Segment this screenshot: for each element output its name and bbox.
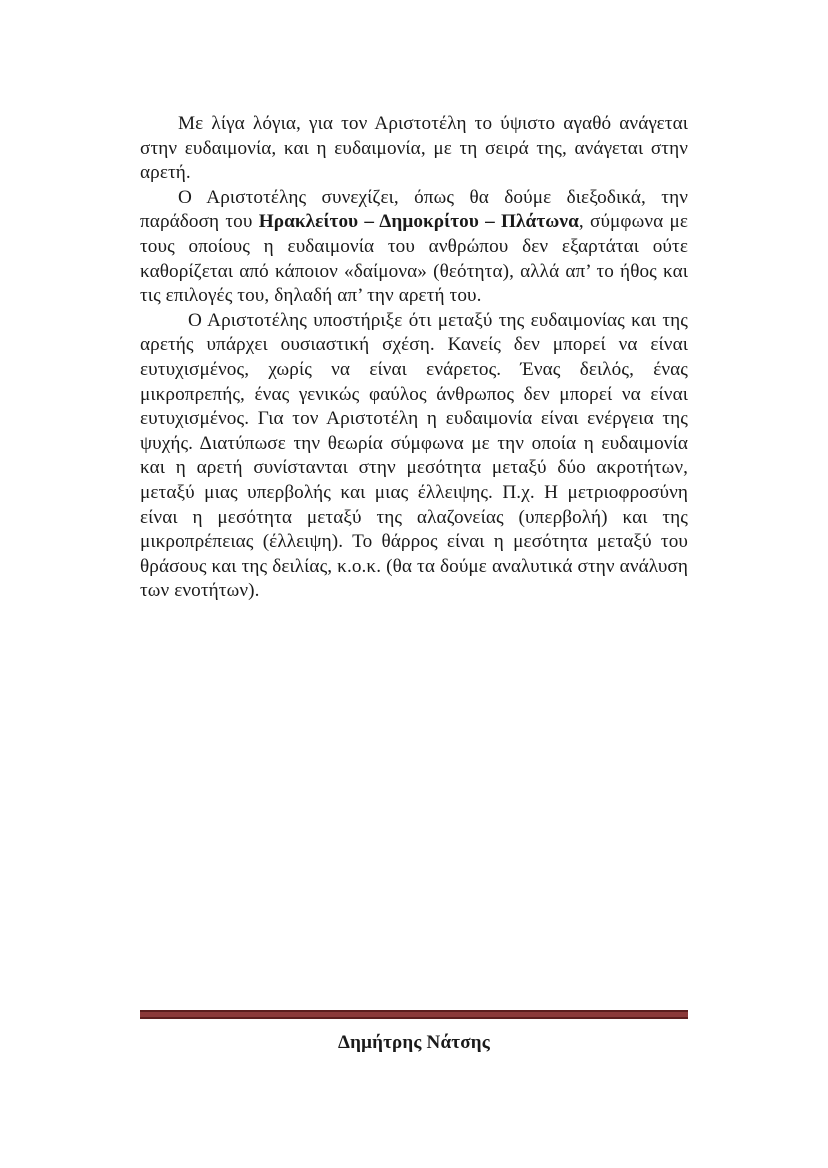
footer-author-name: Δημήτρης Νάτσης xyxy=(338,1032,490,1053)
philosophers-emphasis: Ηρακλείτου – Δημοκρίτου – Πλάτωνα xyxy=(258,211,579,233)
paragraph-2-text-lead: Ο Αριστοτέλης συνεχίζει, όπως θα δούμε διεξοδικά, την παράδοση του xyxy=(140,186,688,233)
footer-divider-rule xyxy=(140,1010,688,1019)
paragraph-3 xyxy=(140,309,688,604)
paragraph-3-text: Ο Αριστοτέλης υποστήριξε ότι μεταξύ της ευδαιμονίας και της αρετής υπάρχει ουσιαστική σχέση. Κανείς δεν μπορεί να είναι ευτυχισμένος, χωρίς να είναι ενάρετος. Ένας δειλός, ένας μικροπρεπής, ένας γενικώς φαύλος άνθρωπος δεν μπορεί να είναι ευτυχισμένος. Για τον Αριστοτέλη η ευδαιμονία είναι ενέργεια της ψυχής. Διατύπωσε την θεωρία σύμφωνα με την οποία η ευδαιμονία και η αρετή συνίστανται στην μεσότητα μεταξύ δύο ακροτήτων, μεταξύ μιας υπερβολής και μιας έλλειψης. Π.χ. Η μετριοφροσύνη είναι η μεσότητα μεταξύ της αλαζονείας (υπερβολή) και της μικροπρέπειας (έλλειψη). Το θάρρος είναι η μεσότητα μεταξύ του θράσους και της δειλίας, κ.ο.κ. (θα τα δούμε αναλυτικά στην ανάλυση των ενοτήτων). xyxy=(140,309,688,602)
paragraph-1-text: Με λίγα λόγια, για τον Αριστοτέλη το ύψιστο αγαθό ανάγεται στην ευδαιμονία, και η ευδαιμονία, με τη σειρά της, ανάγεται στην αρετή. xyxy=(140,113,688,184)
page-body xyxy=(140,112,688,604)
paragraph-2-text-tail: , σύμφωνα με τους οποίους η ευδαιμονία του ανθρώπου δεν εξαρτάται ούτε καθορίζεται από κάποιον «δαίμονα» (θεότητα), αλλά απ’ το ήθος και τις επιλογές του, δηλαδή απ’ την αρετή του. xyxy=(140,211,689,307)
page-footer xyxy=(140,1010,688,1054)
paragraph-1 xyxy=(140,112,688,186)
paragraph-2 xyxy=(140,186,688,309)
